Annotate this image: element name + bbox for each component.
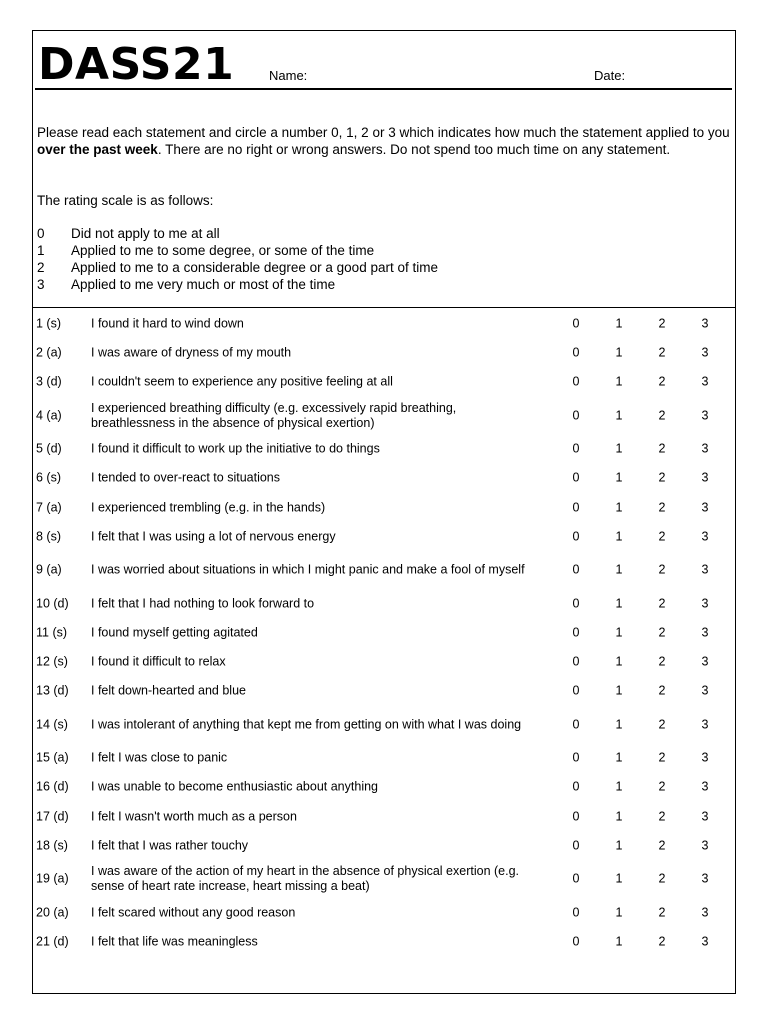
rating-option-0[interactable]: 0: [572, 441, 580, 456]
statement-row: [33, 338, 735, 367]
statement-number: 17 (d): [36, 809, 69, 824]
rating-option-1[interactable]: 1: [615, 470, 623, 485]
rating-option-2[interactable]: 2: [658, 562, 666, 577]
rating-option-0[interactable]: 0: [572, 316, 580, 331]
rating-option-1[interactable]: 1: [615, 562, 623, 577]
statement-text: I felt that I had nothing to look forward to: [91, 596, 315, 611]
rating-option-0[interactable]: 0: [572, 750, 580, 765]
rating-scale-list: [37, 225, 438, 293]
questionnaire-page: [32, 30, 736, 994]
rating-option-3[interactable]: 3: [701, 934, 709, 949]
statement-text: I found myself getting agitated: [91, 625, 258, 640]
statement-row: [33, 677, 735, 706]
statement-text: I felt that I was using a lot of nervous energy: [91, 529, 336, 544]
rating-option-3[interactable]: 3: [701, 779, 709, 794]
statement-row: [33, 618, 735, 647]
statement-text: I felt that life was meaningless: [91, 934, 258, 949]
statement-row: [33, 493, 735, 522]
rating-option-2[interactable]: 2: [658, 871, 666, 886]
rating-option-2[interactable]: 2: [658, 408, 666, 423]
rating-option-1[interactable]: 1: [615, 654, 623, 669]
statement-text: I was worried about situations in which I might panic and make a fool of myself: [91, 562, 525, 577]
statement-number: 2 (a): [36, 345, 62, 360]
statement-number: 7 (a): [36, 500, 62, 515]
rating-option-2[interactable]: 2: [658, 809, 666, 824]
date-label: Date:: [594, 68, 626, 83]
rating-option-1[interactable]: 1: [615, 717, 623, 732]
statement-row: [33, 802, 735, 831]
statement-text: I felt down-hearted and blue: [91, 683, 246, 698]
rating-option-0[interactable]: 0: [572, 596, 580, 611]
statement-number: 20 (a): [36, 905, 69, 920]
instructions-part-2: . There are no right or wrong answers. Do not spend too much time on any statement.: [157, 142, 671, 157]
statement-number: 6 (s): [36, 470, 61, 485]
rating-option-2[interactable]: 2: [658, 683, 666, 698]
rating-option-1[interactable]: 1: [615, 408, 623, 423]
rating-option-3[interactable]: 3: [701, 470, 709, 485]
statement-number: 16 (d): [36, 779, 69, 794]
rating-option-3[interactable]: 3: [701, 316, 709, 331]
title-divider: [35, 88, 732, 90]
rating-option-3[interactable]: 3: [701, 717, 709, 732]
name-label: Name:: [269, 68, 308, 83]
rating-option-1[interactable]: 1: [615, 625, 623, 640]
rating-option-2[interactable]: 2: [658, 717, 666, 732]
statement-number: 10 (d): [36, 596, 69, 611]
rating-option-0[interactable]: 0: [572, 683, 580, 698]
instructions-text: [37, 124, 733, 158]
form-title: DASS21: [38, 39, 235, 90]
rating-option-3[interactable]: 3: [701, 500, 709, 515]
statement-number: 1 (s): [36, 316, 61, 331]
rating-option-1[interactable]: 1: [615, 905, 623, 920]
statement-number: 13 (d): [36, 683, 69, 698]
statement-text: I was aware of dryness of my mouth: [91, 345, 292, 360]
table-divider: [33, 307, 735, 308]
rating-option-0[interactable]: 0: [572, 934, 580, 949]
rating-option-2[interactable]: 2: [658, 905, 666, 920]
statement-row: [33, 744, 735, 773]
rating-scale-value: 2: [37, 260, 45, 275]
rating-option-0[interactable]: 0: [572, 470, 580, 485]
rating-scale-label: Applied to me to some degree, or some of the time: [71, 243, 375, 258]
statement-row: [33, 434, 735, 463]
rating-option-0[interactable]: 0: [572, 871, 580, 886]
statement-number: 3 (d): [36, 374, 62, 389]
rating-option-0[interactable]: 0: [572, 779, 580, 794]
rating-scale-value: 3: [37, 277, 45, 292]
rating-option-3[interactable]: 3: [701, 654, 709, 669]
statement-text: I felt that I was rather touchy: [91, 838, 249, 853]
rating-option-3[interactable]: 3: [701, 905, 709, 920]
rating-option-3[interactable]: 3: [701, 374, 709, 389]
rating-option-3[interactable]: 3: [701, 408, 709, 423]
instructions-emphasis: over the past week: [37, 142, 158, 157]
rating-option-1[interactable]: 1: [615, 809, 623, 824]
rating-option-0[interactable]: 0: [572, 905, 580, 920]
statement-row: [33, 861, 735, 898]
statement-text: I felt scared without any good reason: [91, 905, 296, 920]
rating-option-0[interactable]: 0: [572, 345, 580, 360]
rating-option-1[interactable]: 1: [615, 500, 623, 515]
rating-option-2[interactable]: 2: [658, 625, 666, 640]
rating-option-2[interactable]: 2: [658, 838, 666, 853]
rating-option-1[interactable]: 1: [615, 345, 623, 360]
rating-scale-item: [37, 242, 438, 259]
rating-option-2[interactable]: 2: [658, 934, 666, 949]
rating-option-3[interactable]: 3: [701, 809, 709, 824]
statement-text: I was unable to become enthusiastic about anything: [91, 779, 378, 794]
rating-option-0[interactable]: 0: [572, 529, 580, 544]
rating-scale-value: 1: [37, 243, 45, 258]
statement-number: 9 (a): [36, 562, 62, 577]
rating-option-1[interactable]: 1: [615, 838, 623, 853]
rating-option-2[interactable]: 2: [658, 441, 666, 456]
statement-number: 15 (a): [36, 750, 69, 765]
statement-text: I couldn't seem to experience any positive feeling at all: [91, 374, 393, 389]
rating-option-2[interactable]: 2: [658, 374, 666, 389]
statement-number: 14 (s): [36, 717, 68, 732]
statement-number: 12 (s): [36, 654, 68, 669]
statement-text: I felt I was close to panic: [91, 750, 228, 765]
statement-text: I found it difficult to work up the initiative to do things: [91, 441, 380, 456]
rating-option-0[interactable]: 0: [572, 408, 580, 423]
statement-number: 19 (a): [36, 871, 69, 886]
statement-text: I found it hard to wind down: [91, 316, 244, 331]
statement-number: 8 (s): [36, 529, 61, 544]
rating-option-3[interactable]: 3: [701, 562, 709, 577]
statement-row: [33, 309, 735, 338]
rating-option-2[interactable]: 2: [658, 470, 666, 485]
rating-option-1[interactable]: 1: [615, 316, 623, 331]
rating-scale-value: 0: [37, 226, 45, 241]
rating-scale-item: [37, 225, 438, 242]
statement-row: [33, 831, 735, 860]
statement-row: [33, 589, 735, 618]
rating-option-2[interactable]: 2: [658, 500, 666, 515]
rating-option-1[interactable]: 1: [615, 596, 623, 611]
rating-option-2[interactable]: 2: [658, 316, 666, 331]
statement-row: [33, 927, 735, 956]
rating-option-2[interactable]: 2: [658, 654, 666, 669]
rating-option-0[interactable]: 0: [572, 625, 580, 640]
rating-option-0[interactable]: 0: [572, 374, 580, 389]
rating-option-1[interactable]: 1: [615, 441, 623, 456]
statement-number: 21 (d): [36, 934, 69, 949]
rating-option-3[interactable]: 3: [701, 750, 709, 765]
rating-option-3[interactable]: 3: [701, 625, 709, 640]
statement-row: [33, 648, 735, 677]
rating-option-3[interactable]: 3: [701, 529, 709, 544]
rating-option-3[interactable]: 3: [701, 871, 709, 886]
statement-number: 5 (d): [36, 441, 62, 456]
rating-scale-label: Did not apply to me at all: [71, 226, 220, 241]
rating-option-2[interactable]: 2: [658, 779, 666, 794]
statement-text: I experienced breathing difficulty (e.g. excessively rapid breathing, breathlessness in the absence of physical exertion): [91, 400, 457, 430]
rating-option-2[interactable]: 2: [658, 345, 666, 360]
statement-text: I found it difficult to relax: [91, 654, 226, 669]
statement-text: I was intolerant of anything that kept me from getting on with what I was doing: [91, 717, 522, 732]
statement-row: [33, 368, 735, 397]
statement-row: [33, 898, 735, 927]
rating-option-0[interactable]: 0: [572, 562, 580, 577]
rating-option-0[interactable]: 0: [572, 838, 580, 853]
rating-option-3[interactable]: 3: [701, 345, 709, 360]
rating-option-1[interactable]: 1: [615, 683, 623, 698]
statement-row: [33, 397, 735, 434]
rating-option-3[interactable]: 3: [701, 838, 709, 853]
statement-number: 4 (a): [36, 408, 62, 423]
statement-text: I was aware of the action of my heart in the absence of physical exertion (e.g. sense of heart rate increase, heart missing a beat): [91, 864, 520, 894]
statement-number: 18 (s): [36, 838, 68, 853]
rating-option-0[interactable]: 0: [572, 809, 580, 824]
statement-text: I experienced trembling (e.g. in the hands): [91, 500, 326, 515]
rating-option-1[interactable]: 1: [615, 871, 623, 886]
statement-row: [33, 522, 735, 551]
statement-text: I tended to over-react to situations: [91, 470, 280, 485]
rating-option-3[interactable]: 3: [701, 596, 709, 611]
rating-option-1[interactable]: 1: [615, 779, 623, 794]
rating-scale-item: [37, 276, 438, 293]
statement-text: I felt I wasn't worth much as a person: [91, 809, 297, 824]
rating-option-2[interactable]: 2: [658, 529, 666, 544]
rating-option-1[interactable]: 1: [615, 529, 623, 544]
rating-scale-label: Applied to me very much or most of the time: [71, 277, 336, 292]
rating-option-0[interactable]: 0: [572, 500, 580, 515]
statement-row: [33, 773, 735, 802]
rating-option-1[interactable]: 1: [615, 934, 623, 949]
rating-option-0[interactable]: 0: [572, 654, 580, 669]
statement-row: [33, 552, 735, 589]
rating-option-2[interactable]: 2: [658, 750, 666, 765]
rating-option-0[interactable]: 0: [572, 717, 580, 732]
instructions-part-1: Please read each statement and circle a number 0, 1, 2 or 3 which indicates how much the statement applied to you: [37, 125, 730, 140]
rating-scale-item: [37, 259, 438, 276]
statement-row: [33, 464, 735, 493]
rating-option-3[interactable]: 3: [701, 441, 709, 456]
rating-scale-label: Applied to me to a considerable degree or a good part of time: [71, 260, 438, 275]
rating-option-3[interactable]: 3: [701, 683, 709, 698]
rating-option-2[interactable]: 2: [658, 596, 666, 611]
rating-scale-intro: The rating scale is as follows:: [37, 193, 214, 208]
statement-number: 11 (s): [36, 625, 68, 640]
rating-option-1[interactable]: 1: [615, 750, 623, 765]
statement-row: [33, 706, 735, 743]
rating-option-1[interactable]: 1: [615, 374, 623, 389]
